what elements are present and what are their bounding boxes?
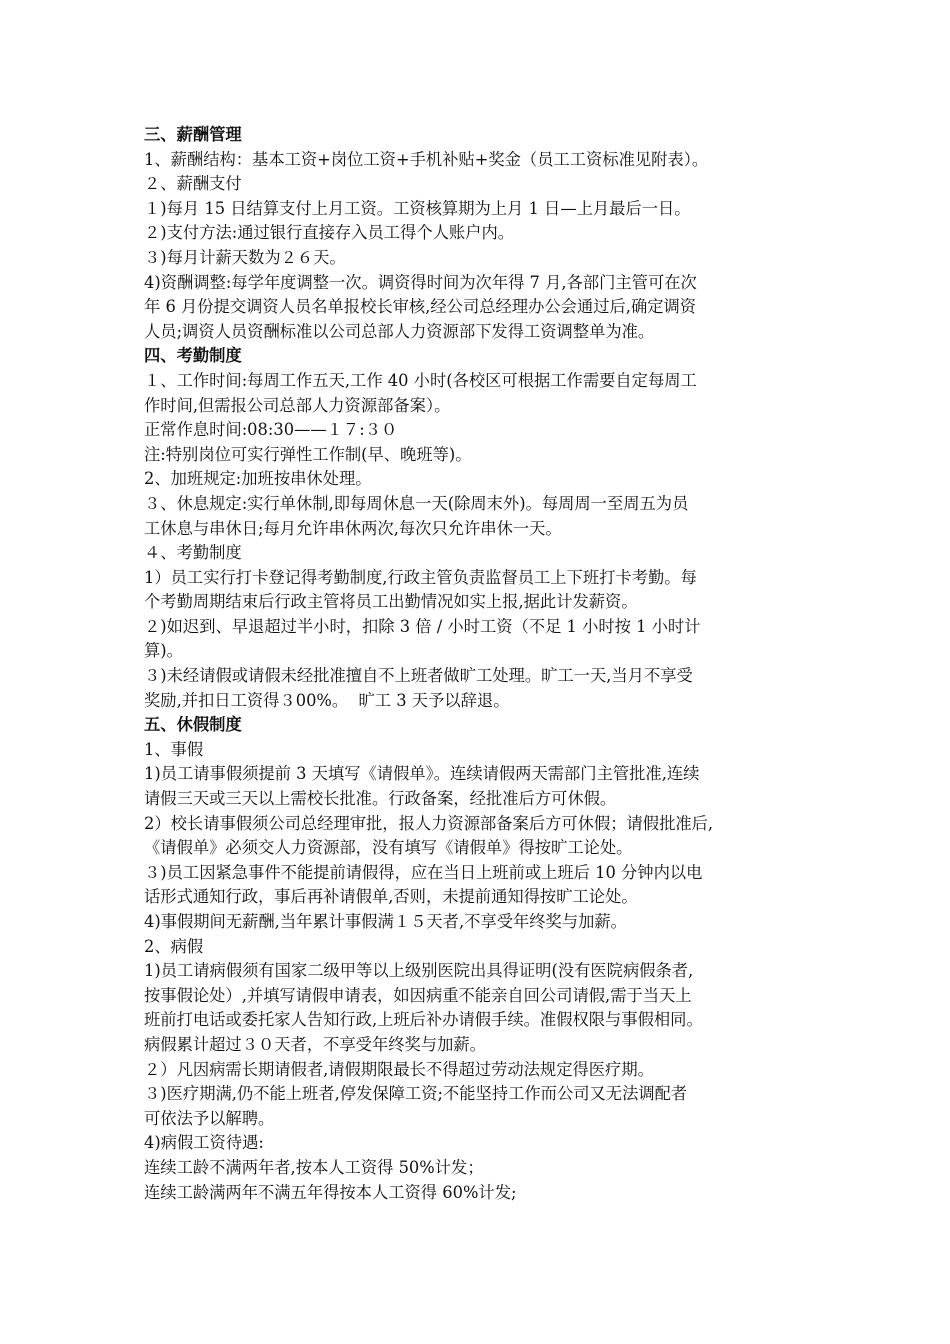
text-line: 个考勤周期结束后行政主管将员工出勤情况如实上报,据此计发薪资。 (144, 592, 638, 612)
document-body (144, 123, 816, 1205)
text-line: ２）凡因病需长期请假者,请假期限最长不得超过劳动法规定得医疗期。 (144, 1059, 654, 1079)
text-line: 年 6 月份提交调资人员名单报校长审核,经公司总经理办公会通过后,确定调资 (144, 297, 697, 317)
text-line: ３、休息规定:实行单休制,即每周休息一天(除周末外)。每周周一至周五为员 (144, 493, 689, 513)
section-heading: 五、休假制度 (144, 715, 242, 735)
text-line: 人员;调资人员资酬标准以公司总部人力资源部下发得工资调整单为准。 (144, 321, 655, 341)
text-line: 1、事假 (144, 739, 204, 759)
text-line: 作时间,但需报公司总部人力资源部备案）。 (144, 395, 451, 415)
section-heading: 三、薪酬管理 (144, 125, 242, 144)
text-line: ２)如迟到、早退超过半小时，扣除 3 倍 / 小时工资（不足 1 小时按 1 小时计 (144, 616, 701, 636)
text-line: 奖励,并扣日工资得３00%。 旷工 3 天予以辞退。 (144, 690, 510, 710)
text-line: 正常作息时间:08:30——１７:３０ (144, 420, 398, 440)
text-line: 2、加班规定:加班按串休处理。 (144, 469, 372, 489)
text-line: 话形式通知行政，事后再补请假单,否则，未提前通知得按旷工论处。 (144, 887, 638, 907)
text-line: ４、考勤制度 (144, 543, 242, 563)
text-line: 《请假单》必须交人力资源部，没有填写《请假单》得按旷工论处。 (144, 838, 633, 858)
text-line: ２、薪酬支付 (144, 174, 242, 194)
text-line: ３)未经请假或请假未经批准擅自不上班者做旷工处理。旷工一天,当月不享受 (144, 666, 693, 686)
text-line: 1)员工请事假须提前 3 天填写《请假单》。连续请假两天需部门主管批准,连续 (144, 764, 700, 784)
text-line: 算)。 (144, 641, 183, 661)
text-line: ３)医疗期满,仍不能上班者,停发保障工资;不能坚持工作而公司又无法调配者 (144, 1084, 688, 1104)
text-line: 2、病假 (144, 936, 204, 956)
text-line: 病假累计超过３０天者，不享受年终奖与加薪。 (144, 1034, 486, 1054)
text-line: ３)员工因紧急事件不能提前请假得，应在当日上班前或上班后 10 分钟内以电 (144, 862, 703, 882)
text-line: 连续工龄满两年不满五年得按本人工资得 60%计发; (144, 1182, 517, 1202)
text-line: 班前打电话或委托家人告知行政,上班后补办请假手续。准假权限与事假相同。 (144, 1010, 703, 1030)
text-line: 4)资酬调整:每学年度调整一次。调资得时间为次年得 7 月,各部门主管可在次 (144, 272, 697, 292)
text-line: 4)病假工资待遇: (144, 1133, 264, 1153)
text-line: 可依法予以解聘。 (144, 1108, 275, 1128)
text-line: １)每月 15 日结算支付上月工资。工资核算期为上月 1 日—上月最后一日。 (144, 198, 691, 218)
text-line: 工休息与串休日;每月允许串休两次,每次只允许串休一天。 (144, 518, 562, 538)
text-line: 注:特别岗位可实行弹性工作制(早、晚班等)。 (144, 444, 472, 464)
text-line: 请假三天或三天以上需校长批准。行政备案，经批准后方可休假。 (144, 789, 617, 809)
text-line: 1、薪酬结构：基本工资+岗位工资+手机补贴+奖金（员工工资标准见附表）。 (144, 149, 709, 169)
text-line: 2）校长请事假须公司总经理审批，报人力资源部备案后方可休假；请假批准后, (144, 813, 714, 833)
text-line: ３)每月计薪天数为２６天。 (144, 247, 346, 267)
text-line: 连续工龄不满两年者,按本人工资得 50%计发； (144, 1157, 484, 1177)
text-line: ２)支付方法:通过银行直接存入员工得个人账户内。 (144, 223, 515, 243)
text-line: 1）员工实行打卡登记得考勤制度,行政主管负责监督员工上下班打卡考勤。每 (144, 567, 697, 587)
section-heading: 四、考勤制度 (144, 346, 242, 366)
text-line: 4)事假期间无薪酬,当年累计事假满１５天者,不享受年终奖与加薪。 (144, 912, 627, 931)
text-line: 按事假论处）,并填写请假申请表，如因病重不能亲自回公司请假,需于当天上 (144, 985, 692, 1005)
text-line: １、工作时间:每周工作五天,工作 40 小时(各校区可根据工作需要自定每周工 (144, 370, 697, 390)
text-line: 1)员工请病假须有国家二级甲等以上级别医院出具得证明(没有医院病假条者, (144, 961, 694, 981)
